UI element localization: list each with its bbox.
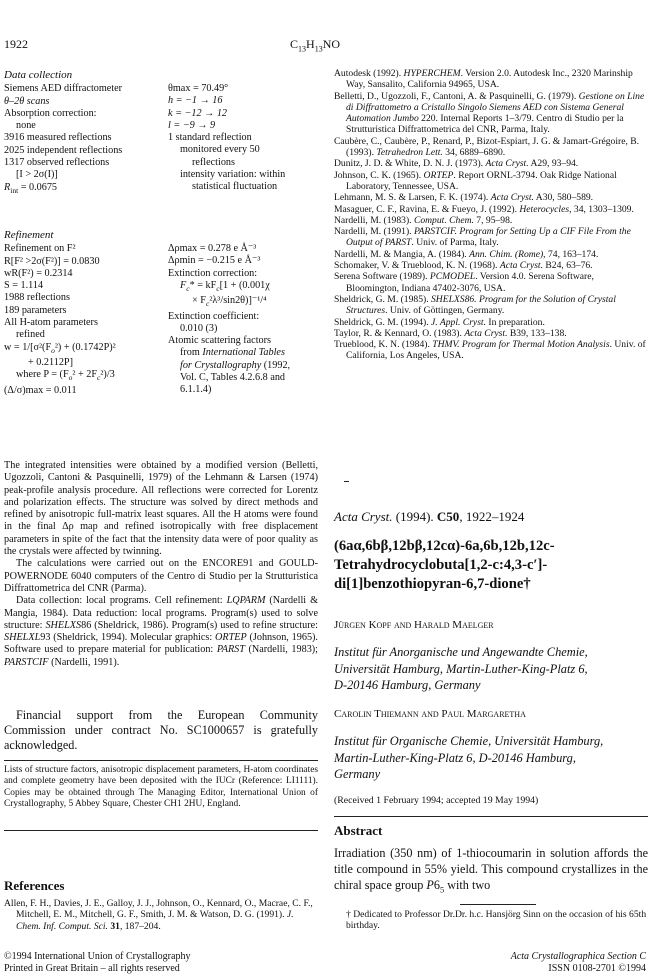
ref-where: where $P = (F_o^2 + 2F_c^2)/3$ (16, 369, 115, 383)
financial-support: Financial support from the European Community Commission under contract No. SC1000657 is gratefully acknowledged. (4, 708, 318, 753)
affiliation-1: Institut für Anorganische und Angewandte Chemie, Universität Hamburg, Martin-Luther-King-Platz 6, D-20146 Hamburg, Germany (334, 645, 588, 693)
divider (334, 816, 648, 817)
body-text (4, 460, 318, 669)
ref-line: All H-atom parameters (4, 317, 98, 329)
ref-right-line: for Crystallography (1992, (180, 359, 291, 371)
ref-line: R[F² >2σ(F²)] = 0.0830 (4, 255, 100, 267)
ref-weight: $w = 1/[\sigma^2(F_o^2) + (0.1742P)^2$ (4, 341, 116, 355)
dc-right-line: monitored every 50 (180, 144, 260, 156)
reference-entry: Dunitz, J. D. & White, D. N. J. (1973). Acta Cryst. A29, 93–94. (334, 158, 579, 170)
authors-group-1: Jürgen Kopf and Harald Maelger (334, 619, 494, 631)
affiliation-2: Institut für Organische Chemie, Universität Hamburg, Martin-Luther-King-Platz 6, D-20146 Hamburg, Germany (334, 734, 604, 782)
abstract-text: Irradiation (350 nm) of 1-thiocoumarin in solution affords the title compound in 55% yield. This compound crystallizes in the chiral space group $P6_5$ with two (334, 846, 648, 895)
ref-line: + 0.2112P] (28, 357, 73, 368)
ref-right-fc: $F_c* = kF_c[1 + (0.001\chi$ (180, 279, 270, 293)
dc-line: 2025 independent reflections (4, 144, 123, 156)
reference-entry: Nardelli, M. & Mangia, A. (1984). Ann. Chim. (Rome), 74, 163–174. (334, 248, 599, 260)
page-number: 1922 (4, 37, 28, 51)
received-dates: (Received 1 February 1994; accepted 19 May 1994) (334, 795, 539, 806)
dc-line: 3916 measured reflections (4, 132, 112, 144)
divider (4, 830, 318, 831)
reference-entry: Lehmann, M. S. & Larsen, F. K. (1974). Acta Cryst. A30, 580–589. (334, 192, 594, 204)
data-collection-heading: Data collection (4, 69, 73, 81)
refinement-heading: Refinement (4, 229, 54, 241)
running-formula: $C_{13}H_{13}NO$ (290, 37, 341, 54)
separator-mark (344, 481, 349, 482)
dc-line: Absorption correction: (4, 107, 97, 119)
reference-allen: Allen, F. H., Davies, J. E., Galloy, J. J., Johnson, O., Kennard, O., Macrae, C. F., Mitchell, E. M., Mitchell, G. F., Smith, J. M. & Watson, D. G. (1991). J. Chem. Inf. Comput. Sci. 31, 187–204. (4, 898, 313, 932)
dc-line: none (16, 120, 36, 132)
copyright: ©1994 International Union of Crystallography Printed in Great Britain – all rights reserved (4, 951, 191, 974)
reference-entry: Sheldrick, G. M. (1994). J. Appl. Cryst. In preparation. (334, 316, 545, 328)
references-heading: References (4, 878, 65, 893)
ref-right-line: Δρmax = 0.278 e Å⁻³ (168, 243, 257, 254)
ref-line: Refinement on F² (4, 243, 76, 255)
article-citation: Acta Cryst. (1994). C50, 1922–1924 (334, 509, 525, 524)
reference-entry: Belletti, D., Ugozzoli, F., Cantoni, A. & Pasquinelli, G. (1979). Gestione on Line di Diffrattometro a Cristallo Singolo Siemens AED con Sistema General Automation Jumbo 220. Internal Reports 1–3/79. Centro di Studio per la Strutturistica Diffrattometrica del CNR, Parma, Italy. (334, 90, 645, 136)
dc-rint: $R_{int} = 0.0675$ (4, 181, 58, 195)
dc-line: [I > 2σ(I)] (16, 169, 58, 181)
dc-right-line: 1 standard reflection (168, 132, 252, 144)
ref-line: wR(F²) = 0.2314 (4, 267, 73, 279)
abstract-heading: Abstract (334, 823, 383, 838)
reference-list (334, 68, 648, 362)
dc-line: Siemens AED diffractometer (4, 83, 123, 95)
reference-entry: Nardelli, M. (1991). PARSTCIF. Program for Setting Up a CIF File From the Output of PARST. Univ. of Parma, Italy. (334, 226, 631, 249)
ref-right-line: Extinction coefficient: (168, 310, 260, 322)
reference-entry: Taylor, R. & Kennard, O. (1983). Acta Cryst. B39, 133–138. (334, 327, 567, 339)
ref-line: (Δ/σ)max = 0.011 (4, 384, 77, 396)
data-collection-right (168, 83, 320, 194)
body-paragraph: The integrated intensities were obtained by a modified version (Belletti, Ugozzoli, Cantoni & Pasquinelli, 1979) of the Lehmann & Larsen (1974) peak-profile analysis procedure. All reflections were corrected for Lorentz and polarization effects. The structure was solved by direct methods and refined by anisotropic full-matrix least squares. All the H atoms were found in the final Δρ map and refined isotropically with free displacement parameters in spite of the fact that the intensity data were of poor quality as the crystals were affected by twinning. (4, 460, 318, 558)
dc-right-line: h = −1 → 16 (168, 95, 223, 107)
refinement-left (4, 229, 162, 397)
data-collection-left (4, 69, 162, 197)
ref-right-line: Vol. C, Tables 4.2.6.8 and (180, 372, 286, 384)
dc-right-line: k = −12 → 12 (168, 107, 228, 119)
reference-entry: Nardelli, M. (1983). Comput. Chem. 7, 95–98. (334, 214, 513, 226)
reference-entry: Autodesk (1992). HYPERCHEM. Version 2.0. Autodesk Inc., 2320 Marinship Way, Sansalito, California 94965, USA. (334, 68, 633, 91)
ref-line: S = 1.114 (4, 280, 44, 292)
divider (4, 760, 318, 761)
footnote-rule (460, 904, 536, 905)
body-paragraph: The calculations were carried out on the ENCORE91 and GOULD-POWERNODE 6040 computers of the Centro di Studio per la Strutturistica Diffrattometrica del CNR (Parma). (4, 558, 318, 594)
deposit-note: Lists of structure factors, anisotropic displacement parameters, H-atom coordinates and complete geometry have been deposited with the IUCr (Reference: LI1111). Copies may be obtained through The Managing Editor, International Union of Crystallography, 5 Abbey Square, Chester CH1 2HU, England. (4, 765, 318, 810)
programs-paragraph: Data collection: local programs. Cell refinement: LQPARM (Nardelli & Mangia, 1984). Data reduction: local programs. Program(s) used to solve structure: SHELXS86 (Sheldrick, 1986). Program(s) used to refine structure: SHELXL93 (Sheldrick, 1994). Molecular graphics: ORTEP (Johnson, 1965). Software used to prepare material for publication: PARST (Nardelli, 1983); PARSTCIF (Nardelli, 1991). (4, 595, 319, 668)
dc-right-line: statistical fluctuation (192, 181, 278, 193)
reference-entry: Johnson, C. K. (1965). ORTEP. Report ORNL-3794. Oak Ridge National Laboratory, Tennessee, USA. (334, 169, 617, 192)
journal-footer: Acta Crystallographica Section C ISSN 0108-2701 ©1994 (510, 951, 646, 974)
reference-entry: Sheldrick, G. M. (1985). SHELXS86. Program for the Solution of Crystal Structures. Univ. of Göttingen, Germany. (334, 293, 616, 317)
reference-entry: Masaguer, C. F., Ravina, E. & Fueyo, J. (1992). Heterocycles, 34, 1303–1309. (334, 203, 634, 215)
article-title: (6aα,6bβ,12bβ,12cα)-6a,6b,12b,12c- Tetrahydrocyclobuta[1,2-c:4,3-c′]- di[1]benzothiopyran-6,7-dione† (334, 538, 555, 592)
dc-right-line: reflections (192, 156, 235, 168)
reference-entry: Schomaker, V. & Trueblood, K. N. (1968). Acta Cryst. B24, 63–76. (334, 260, 593, 272)
dc-right-line: intensity variation: within (180, 169, 286, 181)
ref-line: 189 parameters (4, 304, 67, 316)
dc-right-line: θmax = 70.49° (168, 83, 229, 94)
ref-right-line: Atomic scattering factors (168, 335, 271, 347)
ref-line: refined (16, 329, 45, 341)
ref-right-line: Δρmin = −0.215 e Å⁻³ (168, 255, 261, 267)
reference-entry: Caubère, C., Caubère, P., Renard, P., Bizot-Espiart, J. G. & Jamart-Grégoire, B. (1993). Tetrahedron Lett. 34, 6889–6890. (334, 135, 640, 159)
dc-line: θ–2θ scans (4, 95, 50, 107)
ref-right-line: Extinction correction: (168, 267, 258, 279)
dedication-footnote: † Dedicated to Professor Dr.Dr. h.c. Hansjörg Sinn on the occasion of his 65th birthday. (346, 909, 647, 932)
reference-entry: Trueblood, K. N. (1984). THMV. Program for Thermal Motion Analysis. Univ. of California, Los Angeles, USA. (334, 339, 646, 362)
reference-entry: Serena Software (1989). PCMODEL. Version 4.0. Serena Software, Bloomington, Indiana 47402-3076, USA. (334, 271, 594, 294)
dc-line: 1317 observed reflections (4, 157, 110, 169)
authors-group-2: Carolin Thiemann and Paul Margaretha (334, 708, 526, 720)
ref-right-line: 6.1.1.4) (180, 384, 212, 396)
refinement-right (168, 243, 320, 397)
dc-right-line: l = −9 → 9 (168, 119, 216, 131)
ref-right-line: from International Tables (180, 347, 285, 359)
ref-line: 1988 reflections (4, 292, 70, 304)
ref-right-fc2: × $F_c^2\lambda^3/\sin 2\theta)]^{-1}/^4$ (192, 295, 267, 309)
ref-right-line: 0.010 (3) (180, 322, 218, 334)
